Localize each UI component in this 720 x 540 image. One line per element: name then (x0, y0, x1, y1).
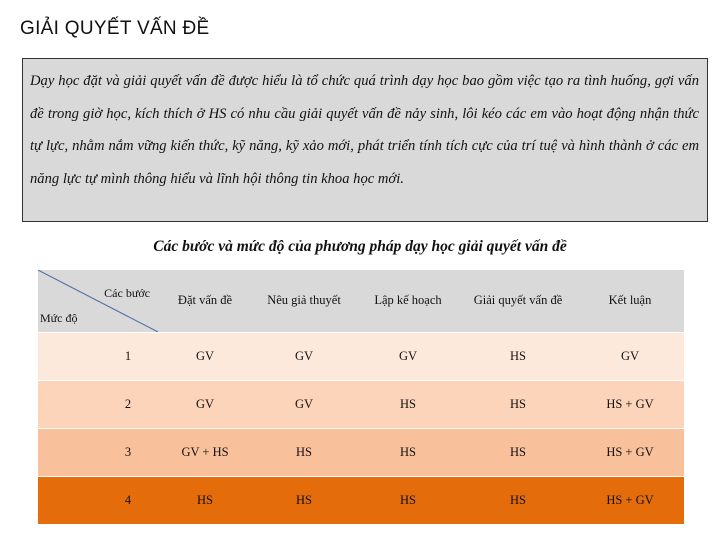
table-cell: GV (576, 332, 684, 380)
steps-levels-table (38, 270, 684, 525)
table-cell: GV (158, 332, 252, 380)
table-corner-cell (38, 270, 158, 332)
table-cell: GV (252, 380, 356, 428)
column-header: Lập kế hoạch (356, 270, 460, 332)
table-cell: HS (252, 476, 356, 524)
level-cell: 3 (38, 428, 158, 476)
table-cell: HS (252, 428, 356, 476)
column-header: Giải quyết vấn đề (460, 270, 576, 332)
table-cell: GV (356, 332, 460, 380)
table-cell: GV (158, 380, 252, 428)
table-cell: HS (356, 476, 460, 524)
column-header: Nêu giả thuyết (252, 270, 356, 332)
table-caption: Các bước và mức độ của phương pháp dạy học giải quyết vấn đề (153, 238, 567, 255)
table-row (38, 476, 684, 524)
table-cell: HS + GV (576, 428, 684, 476)
table-cell: HS (460, 380, 576, 428)
column-header: Đặt vấn đề (158, 270, 252, 332)
level-cell: 1 (38, 332, 158, 380)
table-cell: HS (356, 428, 460, 476)
table-cell: HS (356, 380, 460, 428)
page-title: GIẢI QUYẾT VẤN ĐỀ (20, 18, 210, 39)
table-header-row (38, 270, 684, 332)
table-cell: HS (460, 428, 576, 476)
table-cell: HS + GV (576, 380, 684, 428)
table-row (38, 332, 684, 380)
table-cell: HS (460, 332, 576, 380)
corner-label-levels: Mức độ (40, 310, 78, 325)
level-cell: 4 (38, 476, 158, 524)
definition-box: Dạy học đặt và giải quyết vấn đề được hiểu là tổ chức quá trình dạy học bao gồm việc tạo ra tình huống, gợi vấn đề trong giờ học, kích thích ở HS có nhu cầu giải quyết vấn đề nảy sinh, lôi kéo các em vào hoạt động nhận thức tự lực, nhằm nắm vững kiến thức, kỹ năng, kỹ xảo mới, phát triển tính tích cực của trí tuệ và hình thành ở các em năng lực tự mình thông hiểu và lĩnh hội thông tin khoa học mới. (22, 58, 708, 222)
level-cell: 2 (38, 380, 158, 428)
corner-label-steps: Các bước (104, 286, 150, 300)
column-header: Kết luận (576, 270, 684, 332)
table-cell: GV + HS (158, 428, 252, 476)
table-row (38, 428, 684, 476)
table-cell: HS + GV (576, 476, 684, 524)
table-cell: HS (158, 476, 252, 524)
table-row (38, 380, 684, 428)
table-cell: GV (252, 332, 356, 380)
table-cell: HS (460, 476, 576, 524)
